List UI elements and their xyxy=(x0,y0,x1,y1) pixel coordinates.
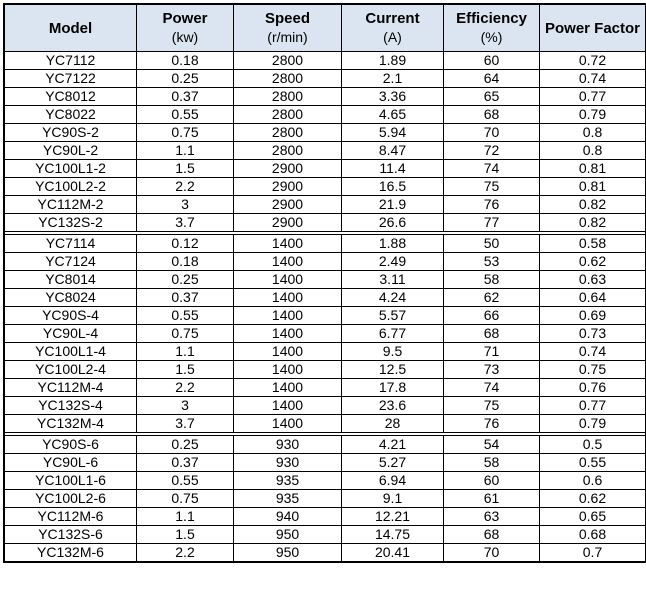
model-cell: YC112M-4 xyxy=(5,379,137,397)
speed-cell: 2800 xyxy=(234,52,342,70)
current-cell: 2.49 xyxy=(342,253,444,271)
power-cell: 0.12 xyxy=(137,235,234,253)
power-cell: 1.1 xyxy=(137,343,234,361)
power-factor-cell: 0.63 xyxy=(540,271,646,289)
table-row xyxy=(5,235,646,253)
power-cell: 1.5 xyxy=(137,160,234,178)
current-cell: 5.57 xyxy=(342,307,444,325)
table-row xyxy=(5,88,646,106)
efficiency-cell: 76 xyxy=(444,415,540,433)
current-cell: 21.9 xyxy=(342,196,444,214)
power-cell: 0.37 xyxy=(137,88,234,106)
efficiency-cell: 65 xyxy=(444,88,540,106)
power-cell: 2.2 xyxy=(137,178,234,196)
power-factor-cell: 0.68 xyxy=(540,526,646,544)
current-cell: 2.1 xyxy=(342,70,444,88)
model-cell: YC132M-4 xyxy=(5,415,137,433)
power-cell: 0.37 xyxy=(137,289,234,307)
efficiency-cell: 68 xyxy=(444,325,540,343)
power-cell: 1.1 xyxy=(137,508,234,526)
power-cell: 0.37 xyxy=(137,454,234,472)
header-efficiency: Efficiency (%) xyxy=(444,5,540,52)
efficiency-cell: 60 xyxy=(444,52,540,70)
efficiency-cell: 70 xyxy=(444,124,540,142)
current-cell: 5.27 xyxy=(342,454,444,472)
power-factor-cell: 0.77 xyxy=(540,88,646,106)
power-cell: 0.75 xyxy=(137,325,234,343)
current-cell: 6.77 xyxy=(342,325,444,343)
power-cell: 0.55 xyxy=(137,106,234,124)
table-row xyxy=(5,415,646,433)
power-factor-cell: 0.69 xyxy=(540,307,646,325)
table-row xyxy=(5,472,646,490)
model-cell: YC8022 xyxy=(5,106,137,124)
power-factor-cell: 0.72 xyxy=(540,52,646,70)
model-cell: YC90L-2 xyxy=(5,142,137,160)
header-power-factor: Power Factor xyxy=(540,5,646,52)
efficiency-cell: 74 xyxy=(444,379,540,397)
current-cell: 11.4 xyxy=(342,160,444,178)
table-row xyxy=(5,289,646,307)
power-factor-cell: 0.5 xyxy=(540,436,646,454)
table-row xyxy=(5,379,646,397)
speed-cell: 2800 xyxy=(234,106,342,124)
power-factor-cell: 0.76 xyxy=(540,379,646,397)
efficiency-cell: 75 xyxy=(444,397,540,415)
speed-cell: 1400 xyxy=(234,361,342,379)
model-cell: YC7112 xyxy=(5,52,137,70)
model-cell: YC8012 xyxy=(5,88,137,106)
power-cell: 1.5 xyxy=(137,526,234,544)
efficiency-cell: 68 xyxy=(444,526,540,544)
power-cell: 1.1 xyxy=(137,142,234,160)
speed-cell: 1400 xyxy=(234,379,342,397)
power-cell: 3.7 xyxy=(137,415,234,433)
model-cell: YC90S-2 xyxy=(5,124,137,142)
model-cell: YC100L2-2 xyxy=(5,178,137,196)
current-cell: 9.1 xyxy=(342,490,444,508)
speed-cell: 2900 xyxy=(234,214,342,232)
current-cell: 4.65 xyxy=(342,106,444,124)
power-cell: 0.75 xyxy=(137,124,234,142)
speed-cell: 950 xyxy=(234,526,342,544)
table-row xyxy=(5,178,646,196)
model-cell: YC7124 xyxy=(5,253,137,271)
header-row xyxy=(5,5,646,52)
efficiency-cell: 64 xyxy=(444,70,540,88)
speed-cell: 950 xyxy=(234,544,342,562)
table-row xyxy=(5,106,646,124)
model-cell: YC100L1-6 xyxy=(5,472,137,490)
current-cell: 4.24 xyxy=(342,289,444,307)
motor-spec-table-container xyxy=(3,3,646,563)
current-cell: 23.6 xyxy=(342,397,444,415)
speed-cell: 1400 xyxy=(234,415,342,433)
speed-cell: 935 xyxy=(234,490,342,508)
table-row xyxy=(5,160,646,178)
power-cell: 1.5 xyxy=(137,361,234,379)
power-factor-cell: 0.75 xyxy=(540,361,646,379)
current-cell: 20.41 xyxy=(342,544,444,562)
efficiency-cell: 76 xyxy=(444,196,540,214)
current-cell: 3.11 xyxy=(342,271,444,289)
speed-cell: 2800 xyxy=(234,142,342,160)
model-cell: YC100L2-4 xyxy=(5,361,137,379)
current-cell: 16.5 xyxy=(342,178,444,196)
speed-cell: 930 xyxy=(234,436,342,454)
table-row xyxy=(5,343,646,361)
power-factor-cell: 0.64 xyxy=(540,289,646,307)
efficiency-cell: 54 xyxy=(444,436,540,454)
current-cell: 26.6 xyxy=(342,214,444,232)
speed-cell: 1400 xyxy=(234,235,342,253)
model-cell: YC8024 xyxy=(5,289,137,307)
power-cell: 0.55 xyxy=(137,307,234,325)
header-model: Model xyxy=(5,5,137,52)
current-cell: 9.5 xyxy=(342,343,444,361)
model-cell: YC7122 xyxy=(5,70,137,88)
speed-cell: 930 xyxy=(234,454,342,472)
power-factor-cell: 0.73 xyxy=(540,325,646,343)
table-row xyxy=(5,526,646,544)
current-cell: 3.36 xyxy=(342,88,444,106)
current-cell: 6.94 xyxy=(342,472,444,490)
efficiency-cell: 61 xyxy=(444,490,540,508)
speed-cell: 1400 xyxy=(234,397,342,415)
model-cell: YC90S-6 xyxy=(5,436,137,454)
table-row xyxy=(5,307,646,325)
power-factor-cell: 0.65 xyxy=(540,508,646,526)
current-cell: 17.8 xyxy=(342,379,444,397)
efficiency-cell: 58 xyxy=(444,271,540,289)
current-cell: 28 xyxy=(342,415,444,433)
efficiency-cell: 77 xyxy=(444,214,540,232)
power-factor-cell: 0.58 xyxy=(540,235,646,253)
speed-cell: 2800 xyxy=(234,124,342,142)
model-cell: YC90L-6 xyxy=(5,454,137,472)
power-factor-cell: 0.62 xyxy=(540,253,646,271)
speed-cell: 2800 xyxy=(234,88,342,106)
power-cell: 0.75 xyxy=(137,490,234,508)
header-power: Power (kw) xyxy=(137,5,234,52)
motor-spec-table xyxy=(4,4,646,562)
speed-cell: 1400 xyxy=(234,343,342,361)
power-cell: 0.25 xyxy=(137,436,234,454)
model-cell: YC100L1-4 xyxy=(5,343,137,361)
table-row xyxy=(5,325,646,343)
power-cell: 3.7 xyxy=(137,214,234,232)
power-factor-cell: 0.81 xyxy=(540,160,646,178)
table-row xyxy=(5,490,646,508)
model-cell: YC132S-2 xyxy=(5,214,137,232)
table-row xyxy=(5,52,646,70)
speed-cell: 2900 xyxy=(234,160,342,178)
efficiency-cell: 70 xyxy=(444,544,540,562)
efficiency-cell: 50 xyxy=(444,235,540,253)
current-cell: 4.21 xyxy=(342,436,444,454)
current-cell: 14.75 xyxy=(342,526,444,544)
current-cell: 1.88 xyxy=(342,235,444,253)
speed-cell: 2800 xyxy=(234,70,342,88)
power-cell: 0.55 xyxy=(137,472,234,490)
speed-cell: 1400 xyxy=(234,271,342,289)
table-row xyxy=(5,397,646,415)
speed-cell: 2900 xyxy=(234,178,342,196)
power-factor-cell: 0.81 xyxy=(540,178,646,196)
table-row xyxy=(5,124,646,142)
table-row xyxy=(5,196,646,214)
efficiency-cell: 73 xyxy=(444,361,540,379)
speed-cell: 940 xyxy=(234,508,342,526)
speed-cell: 935 xyxy=(234,472,342,490)
header-current: Current (A) xyxy=(342,5,444,52)
table-row xyxy=(5,544,646,562)
speed-cell: 1400 xyxy=(234,307,342,325)
power-factor-cell: 0.8 xyxy=(540,124,646,142)
header-speed: Speed (r/min) xyxy=(234,5,342,52)
efficiency-cell: 58 xyxy=(444,454,540,472)
power-factor-cell: 0.82 xyxy=(540,196,646,214)
power-cell: 0.18 xyxy=(137,52,234,70)
table-row xyxy=(5,361,646,379)
table-row xyxy=(5,271,646,289)
power-factor-cell: 0.6 xyxy=(540,472,646,490)
current-cell: 5.94 xyxy=(342,124,444,142)
model-cell: YC7114 xyxy=(5,235,137,253)
efficiency-cell: 53 xyxy=(444,253,540,271)
current-cell: 8.47 xyxy=(342,142,444,160)
efficiency-cell: 60 xyxy=(444,472,540,490)
current-cell: 12.5 xyxy=(342,361,444,379)
power-factor-cell: 0.77 xyxy=(540,397,646,415)
power-factor-cell: 0.82 xyxy=(540,214,646,232)
efficiency-cell: 63 xyxy=(444,508,540,526)
power-factor-cell: 0.79 xyxy=(540,415,646,433)
table-row xyxy=(5,508,646,526)
efficiency-cell: 68 xyxy=(444,106,540,124)
power-cell: 0.25 xyxy=(137,271,234,289)
power-factor-cell: 0.7 xyxy=(540,544,646,562)
power-factor-cell: 0.74 xyxy=(540,70,646,88)
power-factor-cell: 0.55 xyxy=(540,454,646,472)
efficiency-cell: 72 xyxy=(444,142,540,160)
model-cell: YC100L2-6 xyxy=(5,490,137,508)
efficiency-cell: 71 xyxy=(444,343,540,361)
table-row xyxy=(5,253,646,271)
table-body xyxy=(5,52,646,562)
model-cell: YC8014 xyxy=(5,271,137,289)
speed-cell: 1400 xyxy=(234,253,342,271)
model-cell: YC132S-4 xyxy=(5,397,137,415)
model-cell: YC132S-6 xyxy=(5,526,137,544)
model-cell: YC90L-4 xyxy=(5,325,137,343)
model-cell: YC132M-6 xyxy=(5,544,137,562)
current-cell: 12.21 xyxy=(342,508,444,526)
speed-cell: 2900 xyxy=(234,196,342,214)
power-factor-cell: 0.74 xyxy=(540,343,646,361)
table-row xyxy=(5,70,646,88)
current-cell: 1.89 xyxy=(342,52,444,70)
power-cell: 0.18 xyxy=(137,253,234,271)
power-factor-cell: 0.79 xyxy=(540,106,646,124)
model-cell: YC100L1-2 xyxy=(5,160,137,178)
model-cell: YC112M-6 xyxy=(5,508,137,526)
efficiency-cell: 75 xyxy=(444,178,540,196)
table-row xyxy=(5,142,646,160)
speed-cell: 1400 xyxy=(234,289,342,307)
efficiency-cell: 66 xyxy=(444,307,540,325)
efficiency-cell: 74 xyxy=(444,160,540,178)
power-cell: 3 xyxy=(137,397,234,415)
power-factor-cell: 0.62 xyxy=(540,490,646,508)
table-row xyxy=(5,436,646,454)
speed-cell: 1400 xyxy=(234,325,342,343)
power-cell: 3 xyxy=(137,196,234,214)
power-cell: 2.2 xyxy=(137,544,234,562)
power-cell: 0.25 xyxy=(137,70,234,88)
power-cell: 2.2 xyxy=(137,379,234,397)
efficiency-cell: 62 xyxy=(444,289,540,307)
table-row xyxy=(5,214,646,232)
model-cell: YC90S-4 xyxy=(5,307,137,325)
power-factor-cell: 0.8 xyxy=(540,142,646,160)
table-row xyxy=(5,454,646,472)
model-cell: YC112M-2 xyxy=(5,196,137,214)
